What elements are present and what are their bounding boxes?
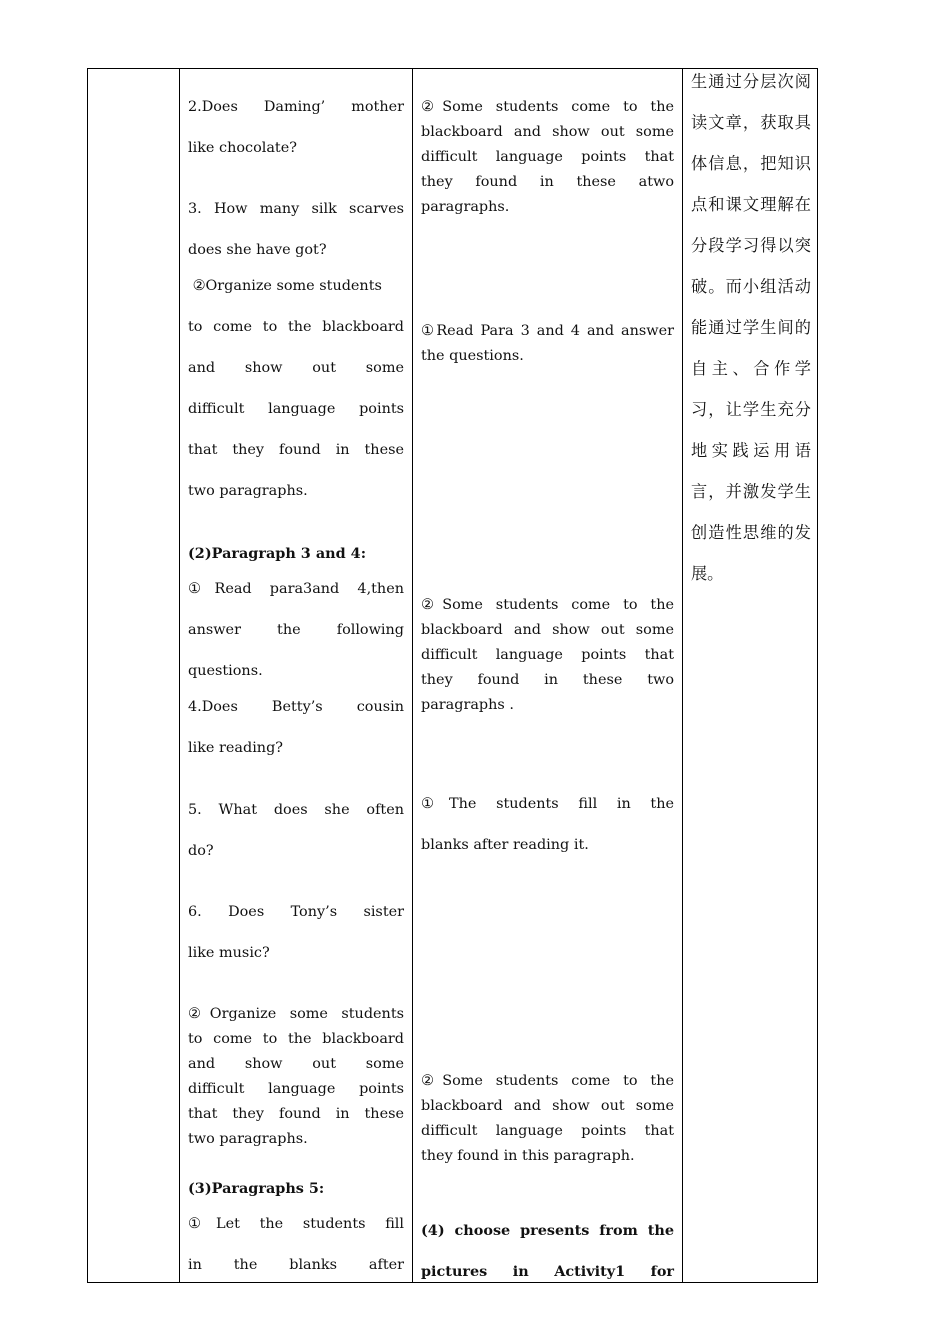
paragraph-5-heading: (3)Paragraphs 5: [188,1180,325,1197]
lesson-plan-table [87,68,818,1283]
students-fill-blanks: ①The students fill in the blanks after reading it. [421,796,674,853]
organize-students-2: ②Organize some students to come to the blackboard and show out some difficult language points that they found in these two paragraphs. [188,1006,404,1147]
paragraph-3-4-heading: (2)Paragraph 3 and 4: [188,545,367,562]
some-students-1: ②Some students come to the blackboard and show out some difficult language points that they found in these atwo paragraphs. [421,99,674,215]
read-paragraph-3-4: ①Read para3and 4,then answer the following questions. [188,581,404,679]
design-rationale-text: 生通过分层次阅 读文章，获取具 体信息，把知识 点和课文理解在 分段学习得以突 破。而小组活动 能通过学生间的 自主、合作学 习，让学生充分 地实践运用语 言，并激发学生 创造性思维的发 展。 [691,72,811,583]
choose-presents: (4) choose presents from the pictures in Activity1 for [421,1222,674,1280]
student-activity-column [413,69,682,1282]
question-5: 5. What does she often do? [188,802,404,859]
question-6: 6. Does Tony’s sister like music? [188,904,404,961]
design-rationale-column [683,69,819,1282]
question-3: 3. How many silk scarves does she have got? [188,201,404,258]
empty-first-column [88,69,179,1282]
organize-students-1: ②Organize some students to come to the blackboard and show out some difficult language points that they found in these two paragraphs. [188,278,404,499]
teacher-activity-column [180,69,412,1282]
let-students-fill: ①Let the students fill in the blanks after [188,1216,404,1273]
some-students-3: ②Some students come to the blackboard and show out some difficult language points that they found in this paragraph. [421,1073,674,1164]
question-2: 2.Does Daming’ mother like chocolate? [188,99,404,156]
some-students-2: ②Some students come to the blackboard and show out some difficult language points that they found in these two paragraphs . [421,597,674,713]
read-para-3-4-answer: ①Read Para 3 and 4 and answer the questions. [421,323,674,364]
question-4: 4.Does Betty’s cousin like reading? [188,699,404,756]
